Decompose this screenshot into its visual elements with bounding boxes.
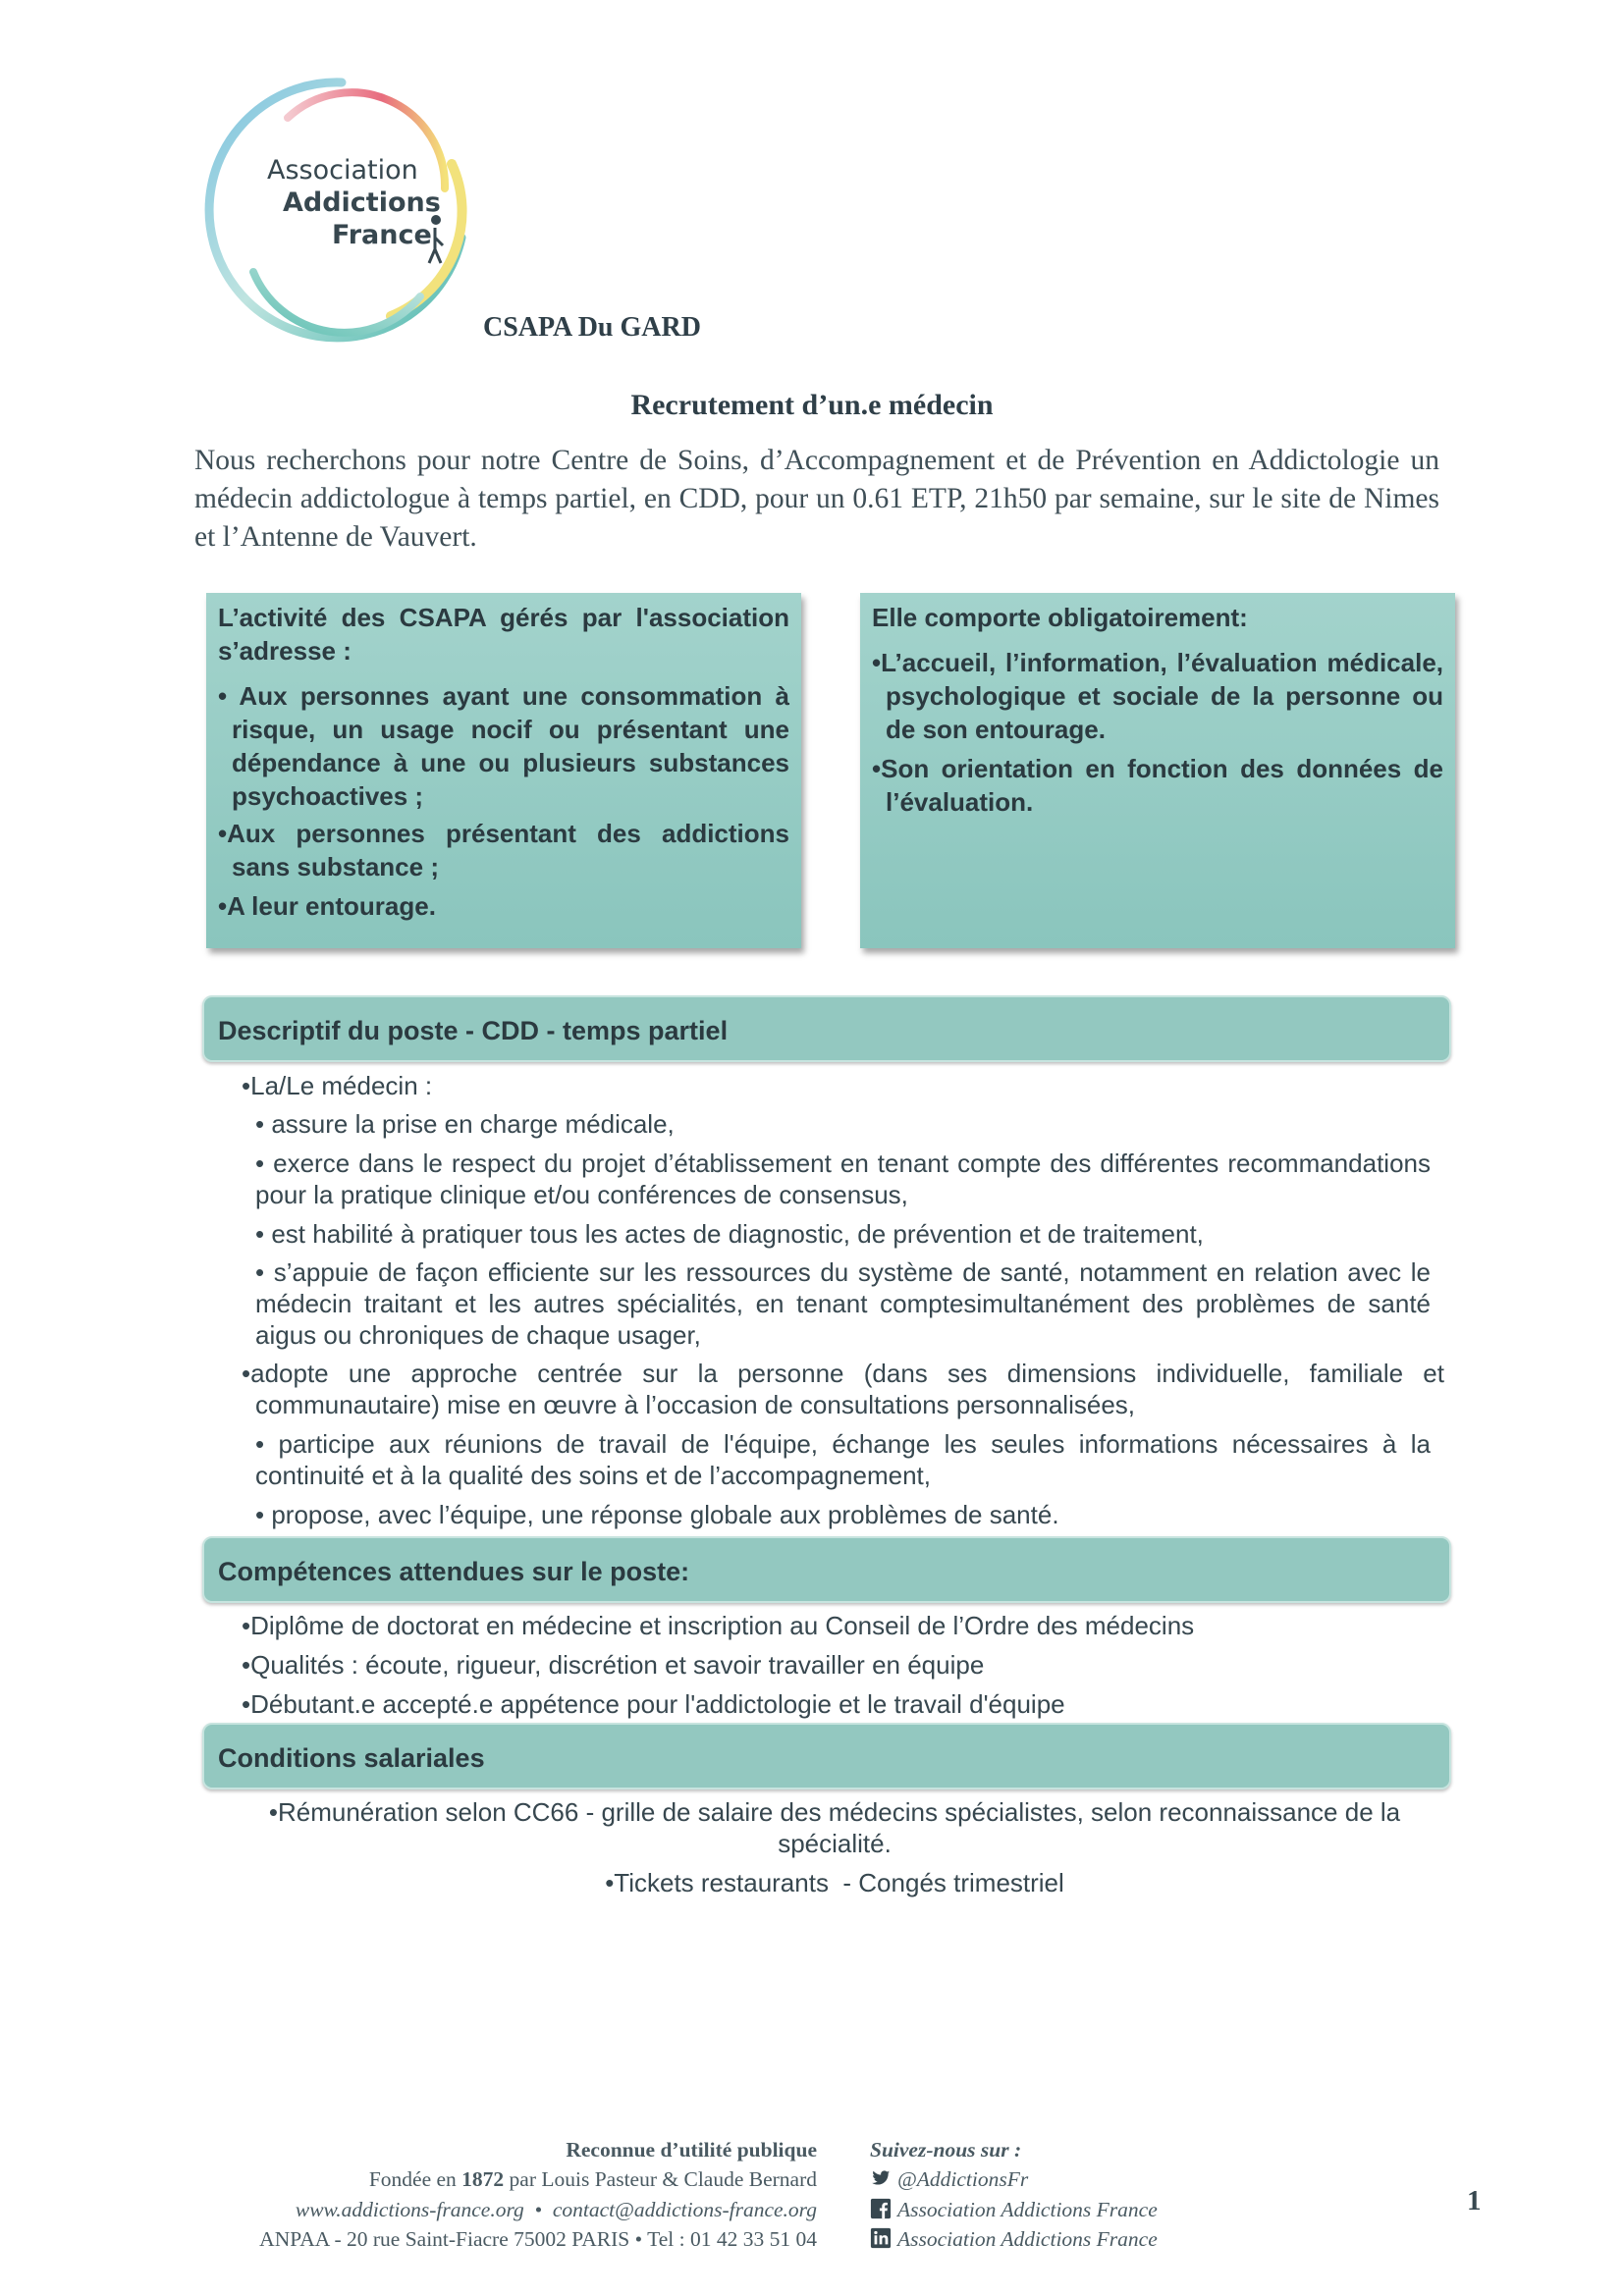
page-title: Recrutement d’un.e médecin (630, 389, 994, 421)
footer-website-link[interactable]: www.addictions-france.org (295, 2198, 524, 2221)
section-heading-salary: Conditions salariales (202, 1723, 1451, 1789)
logo-text-line-3: France (332, 220, 432, 250)
activity-box (206, 593, 801, 948)
job-item-3: • est habilité à pratiquer tous les actes de diagnostic, de prévention et de traitement, (255, 1219, 1204, 1249)
linkedin-icon (870, 2227, 892, 2249)
page-number: 1 (1467, 2185, 1482, 2216)
footer-address: ANPAA - 20 rue Saint-Fiacre 75002 PARIS • Tel : 01 42 33 51 04 (259, 2227, 817, 2251)
skills-item-3: •Débutant.e accepté.e appétence pour l'addictologie et le travail d'équipe (242, 1689, 1065, 1719)
activity-box-heading: L’activité des CSAPA gérés par l'association s’adresse : (218, 603, 789, 666)
job-lead: •La/Le médecin : (242, 1071, 433, 1100)
footer-twitter[interactable] (870, 2167, 1028, 2192)
footer-follow-us: Suivez-nous sur : (870, 2138, 1022, 2162)
footer-facebook-name: Association Addictions France (897, 2198, 1158, 2221)
job-item-4: • s’appuie de façon efficiente sur les ressources du système de santé, notamment en relation avec le médecin traitant et les autres spécialités, en tenant comptesimultanément des problèmes de santé aigus ou chroniques de chaque usager, (255, 1257, 1431, 1350)
intro-paragraph: Nous recherchons pour notre Centre de Soins, d’Accompagnement et de Prévention en Addictologie un médecin addictologue à temps partiel, en CDD, pour un 0.61 ETP, 21h50 par semaine, sur le site de Nimes et l’Antenne de Vauvert. (194, 445, 1439, 553)
logo-text-line-2: Addictions (283, 187, 441, 218)
job-item-6: • participe aux réunions de travail de l'équipe, échange les seules informations nécessaires à la continuité et à la qualité des soins et de l’accompagnement, (255, 1429, 1431, 1490)
footer-linkedin[interactable] (870, 2227, 1158, 2252)
footer-linkedin-name: Association Addictions France (897, 2227, 1158, 2251)
footer-separator: • (534, 2198, 543, 2221)
includes-box (860, 593, 1455, 948)
job-item-7: • propose, avec l’équipe, une réponse globale aux problèmes de santé. (255, 1500, 1059, 1529)
job-item-2: • exerce dans le respect du projet d’établissement en tenant compte des différentes recommandations pour la pratique clinique et/ou conférences de consensus, (255, 1148, 1431, 1209)
footer-founded-pre: Fondée en (368, 2167, 462, 2191)
salary-item-1: •Rémunération selon CC66 - grille de salaire des médecins spécialistes, selon reconnaissance de la spécialité. (268, 1797, 1401, 1858)
footer-contacts (296, 2198, 817, 2222)
footer-facebook[interactable] (870, 2198, 1158, 2222)
footer-twitter-handle: @AddictionsFr (897, 2167, 1029, 2191)
twitter-icon (870, 2167, 892, 2189)
association-logo (194, 71, 479, 347)
section-heading-job: Descriptif du poste - CDD - temps partiel (202, 995, 1451, 1062)
section-heading-skills: Compétences attendues sur le poste: (202, 1536, 1451, 1603)
job-item-1: • assure la prise en charge médicale, (255, 1109, 675, 1139)
activity-item-2: •Aux personnes présentant des addictions sans substance ; (218, 819, 789, 881)
activity-item-1: • Aux personnes ayant une consommation à risque, un usage nocif ou présentant une dépendance à une ou plusieurs substances psychoactives ; (218, 681, 789, 811)
job-item-5: •adopte une approche centrée sur la personne (dans ses dimensions individuelle, familiale et communautaire) mise en œuvre à l’occasion de consultations personnalisées, (242, 1359, 1444, 1419)
footer-public-utility: Reconnue d’utilité publique (566, 2138, 817, 2162)
footer-founded-year: 1872 (461, 2167, 505, 2191)
footer-founded-post: par Louis Pasteur & Claude Bernard (504, 2167, 817, 2191)
org-name: CSAPA Du GARD (483, 312, 701, 343)
skills-item-2: •Qualités : écoute, rigueur, discrétion et savoir travailler en équipe (242, 1650, 985, 1680)
includes-item-1: •L’accueil, l’information, l’évaluation médicale, psychologique et sociale de la personne ou de son entourage. (872, 648, 1443, 744)
activity-item-3: •A leur entourage. (218, 891, 436, 921)
logo-text-line-1: Association (267, 155, 418, 186)
skills-item-1: •Diplôme de doctorat en médecine et inscription au Conseil de l’Ordre des médecins (242, 1611, 1195, 1640)
includes-item-2: •Son orientation en fonction des données de l’évaluation. (872, 754, 1443, 817)
salary-item-2: •Tickets restaurants - Congés trimestriel (605, 1868, 1064, 1897)
footer-email-link[interactable]: contact@addictions-france.org (552, 2198, 817, 2221)
includes-box-heading: Elle comporte obligatoirement: (872, 603, 1248, 632)
footer-founded (369, 2167, 817, 2192)
facebook-icon (870, 2198, 892, 2219)
